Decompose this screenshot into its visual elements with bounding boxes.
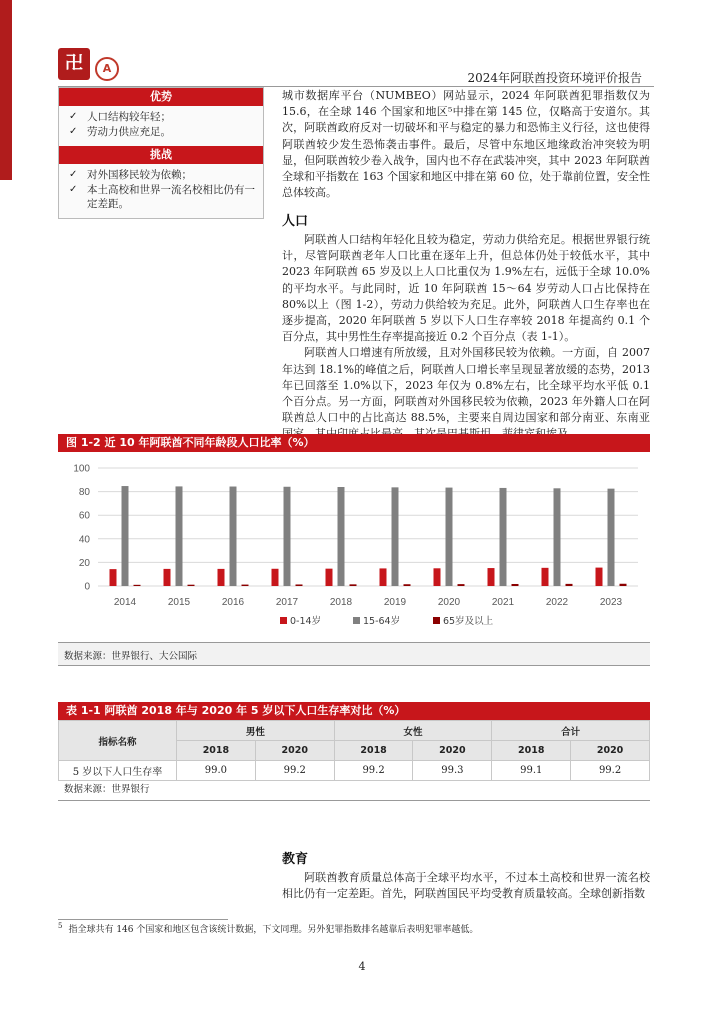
figure-title: 图 1-2 近 10 年阿联酋不同年龄段人口比率（%） (58, 434, 650, 452)
bar-0-14岁-2021 (488, 568, 495, 586)
list-item: ✓ 对外国移民较为依赖； (69, 168, 257, 182)
table-row (59, 761, 650, 781)
y-tick-label: 20 (78, 557, 90, 569)
x-tick-label: 2022 (545, 597, 569, 608)
education-paragraph: 阿联酋教育质量总体高于全球平均水平，不过本土高校和世界一流名校相比仍有一定差距。首先，阿联酋国民平均受教育质量较高。全球创新指数 (282, 871, 650, 901)
bar-0-14岁-2017 (272, 569, 279, 586)
brand-emblem-icon: A (95, 57, 119, 81)
year-header: 2018 (177, 741, 256, 761)
x-tick-label: 2014 (113, 597, 137, 608)
challenges-list (59, 164, 263, 218)
bar-15-64岁-2023 (608, 489, 615, 586)
bar-0-14岁-2014 (110, 569, 117, 586)
bar-65岁及以上-2015 (188, 585, 195, 586)
bar-0-14岁-2015 (164, 569, 171, 586)
x-tick-label: 2018 (329, 597, 353, 608)
report-header-title: 2024年阿联酋投资环境评价报告 (467, 71, 642, 85)
page-number: 4 (358, 960, 366, 973)
chart-svg (58, 452, 650, 640)
legend-swatch (280, 617, 287, 624)
x-tick-label: 2023 (599, 597, 623, 608)
figure-source: 数据来源：世界银行、大公国际 (64, 651, 198, 662)
survival-rate-table (58, 720, 650, 781)
y-tick-label: 40 (78, 534, 90, 546)
table-cell: 99.2 (255, 761, 334, 781)
table-title: 表 1-1 阿联酋 2018 年与 2020 年 5 岁以下人口生存率对比（%） (58, 702, 650, 720)
bar-15-64岁-2015 (176, 486, 183, 586)
bar-65岁及以上-2023 (620, 584, 627, 586)
table-cell: 99.0 (177, 761, 256, 781)
bar-65岁及以上-2016 (242, 585, 249, 586)
bar-15-64岁-2021 (500, 488, 507, 586)
footnote-text: 指全球共有 146 个国家和地区包含该统计数据，下文同理。另外犯罪指数排名越靠后表明犯罪率越低。 (68, 925, 479, 935)
y-tick-label: 60 (78, 510, 90, 522)
population-body (282, 232, 650, 443)
bar-15-64岁-2016 (230, 487, 237, 586)
bar-0-14岁-2023 (596, 568, 603, 586)
year-header: 2020 (255, 741, 334, 761)
bar-65岁及以上-2021 (512, 584, 519, 586)
bar-65岁及以上-2017 (296, 584, 303, 586)
year-header: 2018 (492, 741, 571, 761)
population-ratio-chart (58, 452, 650, 640)
bar-15-64岁-2020 (446, 488, 453, 586)
bar-0-14岁-2022 (542, 568, 549, 586)
red-side-strip (0, 0, 12, 180)
y-tick-label: 0 (84, 581, 90, 593)
year-header: 2018 (334, 741, 413, 761)
legend-swatch (433, 617, 440, 624)
list-item: ✓ 本土高校和世界一流名校相比仍有一定差距。 (69, 183, 257, 211)
footnote-divider (58, 919, 228, 920)
legend-swatch (353, 617, 360, 624)
legend-label: 15-64岁 (363, 616, 401, 627)
figure-source-divider (58, 665, 650, 666)
year-header: 2020 (571, 741, 650, 761)
x-tick-label: 2020 (437, 597, 461, 608)
group-header: 合计 (492, 721, 650, 741)
list-item: ✓ 劳动力供应充足。 (69, 125, 257, 139)
bar-0-14岁-2016 (218, 569, 225, 586)
x-tick-label: 2019 (383, 597, 407, 608)
x-tick-label: 2017 (275, 597, 299, 608)
bar-15-64岁-2014 (122, 486, 129, 586)
y-tick-label: 100 (73, 463, 90, 475)
summary-sidebar (58, 87, 264, 219)
population-heading: 人口 (282, 214, 309, 229)
legend-label: 65岁及以上 (443, 616, 494, 627)
advantages-list (59, 106, 263, 146)
population-paragraph-2: 阿联酋人口增速有所放缓，且对外国移民较为依赖。一方面，自 2007 年达到 18.1%的峰值之后，阿联酋人口增长率呈现显著放缓的态势，2013 年已回落至 1.0%以下，2023 年仅为 0.8%左右，比全球平均水平低 0.1 个百分点。另一方面，阿联酋对外国移民较为依赖，2023 年外籍人口在阿联酋总人口中的占比高达 88.5%，主要来自周边国家和部分南亚、东南亚 (282, 346, 650, 425)
intro-paragraph (282, 88, 650, 201)
y-tick-label: 80 (78, 487, 90, 499)
table-source: 数据来源：世界银行 (58, 781, 650, 801)
table-cell: 99.3 (413, 761, 492, 781)
x-tick-label: 2021 (491, 597, 515, 608)
indicator-column-header: 指标名称 (59, 721, 177, 761)
bar-0-14岁-2019 (380, 568, 387, 586)
group-header: 女性 (334, 721, 492, 741)
bar-65岁及以上-2022 (566, 584, 573, 586)
bar-0-14岁-2018 (326, 569, 333, 586)
legend-label: 0-14岁 (290, 616, 322, 627)
challenges-heading: 挑战 (59, 146, 263, 164)
x-tick-label: 2015 (167, 597, 191, 608)
footnote-mark: 5 (58, 922, 63, 930)
advantages-heading: 优势 (59, 88, 263, 106)
year-header: 2020 (413, 741, 492, 761)
population-paragraph-1: 阿联酋人口结构年轻化且较为稳定，劳动力供给充足。根据世界银行统计，尽管阿联酋老年人口比重在逐年上升，但总体仍处于较低水平，其中 2023 年阿联酋 65 岁及以上人口比重仅为 1.9%左右，远低于全球 10.0%的平均水平。与此同时，近 10 年阿联酋 15～64 岁劳动人口占比保持在 80%以上（图 1-2），劳动力供给较为充足。此外，阿联酋人口生存率也在逐步提高，2020 年阿联酋 5 岁以下人口生存率较 2018 年提高约 0.1 个百分点，其中男性生存率提高接近 0.2 个百分点（表 1-1）。 (282, 233, 650, 344)
company-logo: 卍 (58, 48, 90, 80)
bar-15-64岁-2018 (338, 487, 345, 586)
intro-text: 城市数据库平台（NUMBEO）网站显示，2024 年阿联酋犯罪指数仅为 15.6，在全球 146 个国家和地区⁵中排在第 145 位，仅略高于安道尔。其次，阿联酋政府反对一切破坏和平与稳定的暴力和恐怖主义行径，这也使得阿联酋较少发生恐怖袭击事件。最后，尽管中东地区地缘政治冲突较为明显，但阿联酋较少卷入战争，国内也不存在武装冲突，其中 2023 年阿联酋全球和平指数在 163 个国家和地区中排在第 60 位，处于靠前位置，安全性总体较高。 (282, 89, 650, 200)
x-tick-label: 2016 (221, 597, 245, 608)
table-cell: 99.1 (492, 761, 571, 781)
list-item: ✓ 人口结构较年轻； (69, 110, 257, 124)
bar-15-64岁-2022 (554, 488, 561, 586)
bar-65岁及以上-2020 (458, 584, 465, 586)
bar-65岁及以上-2019 (404, 584, 411, 586)
table-cell: 99.2 (571, 761, 650, 781)
education-heading: 教育 (282, 852, 309, 867)
bar-0-14岁-2020 (434, 568, 441, 586)
group-header: 男性 (177, 721, 335, 741)
footnote (58, 922, 478, 935)
bar-15-64岁-2019 (392, 487, 399, 586)
row-label: 5 岁以下人口生存率 (59, 761, 177, 781)
table-cell: 99.2 (334, 761, 413, 781)
bar-15-64岁-2017 (284, 487, 291, 586)
education-body (282, 870, 650, 902)
bar-65岁及以上-2014 (134, 585, 141, 586)
bar-65岁及以上-2018 (350, 584, 357, 586)
